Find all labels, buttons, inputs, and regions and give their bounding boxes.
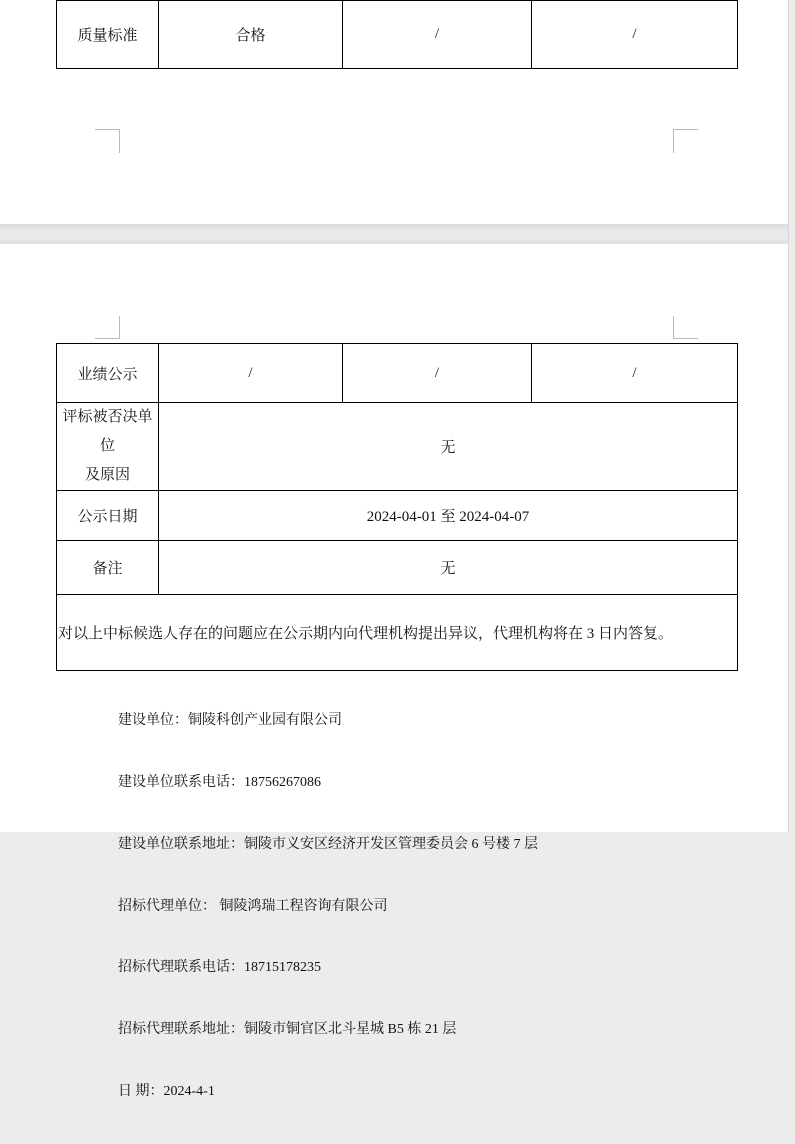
quality-standard-col3: /: [343, 1, 532, 69]
page-1: [0, 0, 788, 224]
table-row: [57, 541, 738, 595]
objection-note: 对以上中标候选人存在的问题应在公示期内向代理机构提出异议，代理机构将在 3 日内答复。: [57, 595, 738, 671]
performance-label: 业绩公示: [57, 344, 159, 403]
table-row: [57, 344, 738, 403]
remark-value: 无: [159, 541, 738, 595]
bid-result-table-page2: [56, 343, 738, 671]
rejected-units-label: [57, 403, 159, 491]
remark-label: 备注: [57, 541, 159, 595]
contact-line-date: 日 期：2024-4-1: [118, 1083, 215, 1099]
margin-crop-mark-top-right: [673, 316, 698, 339]
margin-crop-mark-bottom-right: [673, 129, 698, 153]
contact-line-agency-unit: 招标代理单位： 铜陵鸿瑞工程咨询有限公司: [118, 898, 388, 914]
performance-col2: /: [159, 344, 343, 403]
contact-info-block: [118, 670, 678, 1144]
bid-result-table-page1: [56, 0, 738, 69]
page-break-separator: [0, 224, 795, 244]
quality-standard-label: 质量标准: [57, 1, 159, 69]
rejected-units-value: 无: [159, 403, 738, 491]
performance-col4: /: [532, 344, 738, 403]
page-2: [0, 244, 788, 1099]
publicity-date-value: 2024-04-01 至 2024-04-07: [159, 491, 738, 541]
contact-line-agency-phone: 招标代理联系电话：18715178235: [118, 960, 321, 976]
canvas-right-gutter: [788, 0, 795, 832]
contact-line-construction-unit: 建设单位：铜陵科创产业园有限公司: [118, 713, 342, 729]
rejected-units-label-line2: 及原因: [84, 467, 130, 483]
performance-col3: /: [343, 344, 532, 403]
quality-standard-col4: /: [532, 1, 738, 69]
table-row: [57, 595, 738, 671]
table-row: [57, 403, 738, 491]
margin-crop-mark-bottom-left: [95, 129, 120, 153]
contact-line-construction-phone: 建设单位联系电话：18756267086: [118, 774, 321, 790]
table-row: [57, 1, 738, 69]
quality-standard-value: 合格: [159, 1, 343, 69]
contact-line-agency-address: 招标代理联系地址：铜陵市铜官区北斗星城 B5 栋 21 层: [118, 1022, 457, 1038]
rejected-units-label-line1: 评标被否决单位: [62, 409, 153, 454]
publicity-date-label: 公示日期: [57, 491, 159, 541]
contact-line-construction-address: 建设单位联系地址：铜陵市义安区经济开发区管理委员会 6 号楼 7 层: [118, 836, 538, 852]
margin-crop-mark-top-left: [95, 316, 120, 339]
table-row: [57, 491, 738, 541]
